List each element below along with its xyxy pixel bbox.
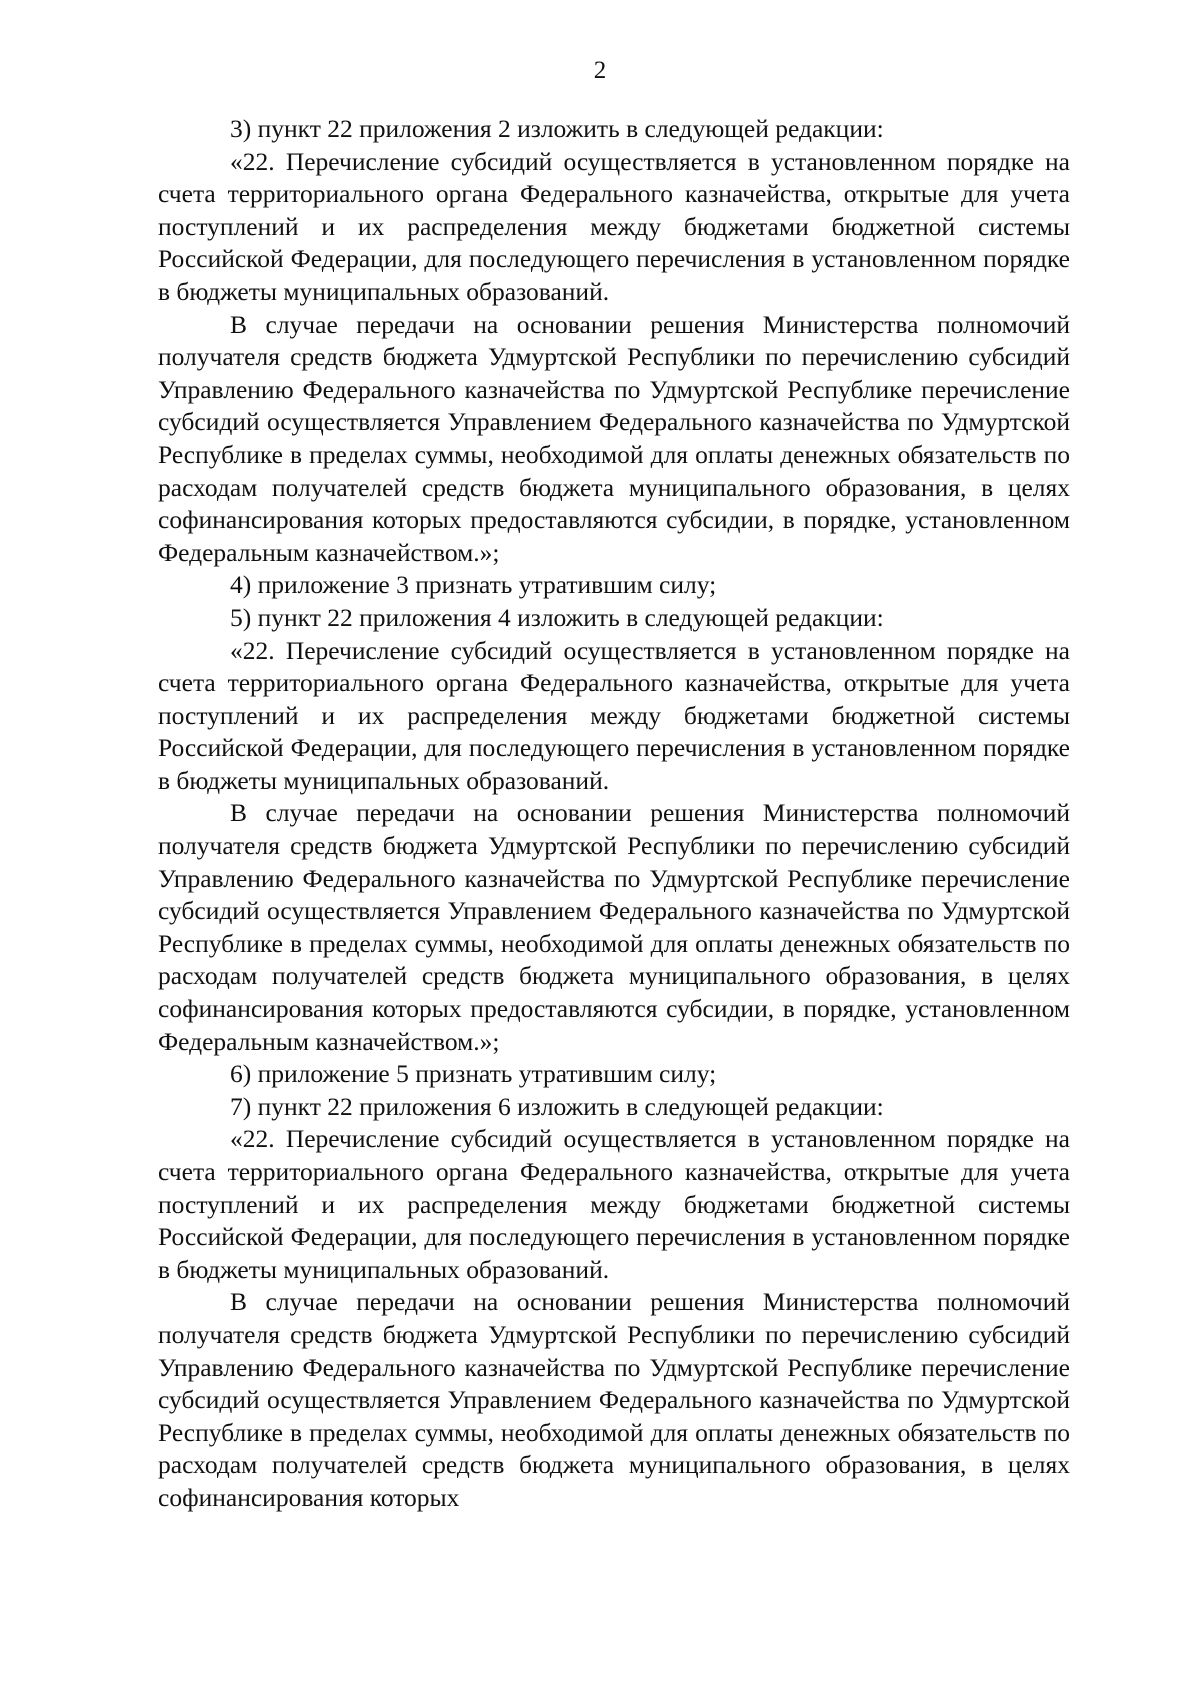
- item-3-amendment-intro: 3) пункт 22 приложения 2 изложить в следующей редакции:: [230, 114, 884, 143]
- page-number: 2: [593, 57, 607, 84]
- item-7-amendment-intro: 7) пункт 22 приложения 6 изложить в следующей редакции:: [230, 1091, 884, 1121]
- item-3-clause-22-text: «22. Перечисление субсидий осуществляется в установленном порядке на счета территориального органа Федерального казначейства, открытые для учета поступлений и их распределения между бюджетами бюджетной системы Российской Федерации, для последующего перечисления в установленном порядке в бюджеты муниципальных образований.: [158, 146, 1070, 306]
- item-3-delegation-text: В случае передачи на основании решения Министерства полномочий получателя средств бюджета Удмуртской Республики по перечислению субсидий Управлению Федерального казначейства по Удмуртской Республике перечисление субсидий осуществляется Управлением Федерального казначейства по Удмуртской Республике в пределах суммы, необходимой для оплаты денежных обязательств по расходам получателей средств бюджета муниципального образования, в целях софинансирования которых предоставляются субсидии, в порядке, установленном Федеральным казначейством.»;: [158, 309, 1070, 567]
- item-5-delegation-text: В случае передачи на основании решения Министерства полномочий получателя средств бюджета Удмуртской Республики по перечислению субсидий Управлению Федерального казначейства по Удмуртской Республике перечисление субсидий осуществляется Управлением Федерального казначейства по Удмуртской Республике в пределах суммы, необходимой для оплаты денежных обязательств по расходам получателей средств бюджета муниципального образования, в целях софинансирования которых предоставляются субсидии, в порядке, установленном Федеральным казначейством.»;: [158, 798, 1070, 1056]
- item-5-clause-22-text: «22. Перечисление субсидий осуществляется в установленном порядке на счета территориального органа Федерального казначейства, открытые для учета поступлений и их распределения между бюджетами бюджетной системы Российской Федерации, для последующего перечисления в установленном порядке в бюджеты муниципальных образований.: [158, 635, 1070, 795]
- document-body: [158, 113, 1070, 1515]
- item-7-delegation-text: В случае передачи на основании решения Министерства полномочий получателя средств бюджета Удмуртской Республики по перечислению субсидий Управлению Федерального казначейства по Удмуртской Республике перечисление субсидий осуществляется Управлением Федерального казначейства по Удмуртской Республике в пределах суммы, необходимой для оплаты денежных обязательств по расходам получателей средств бюджета муниципального образования, в целях софинансирования которых: [158, 1287, 1070, 1512]
- item-6-repeal: 6) приложение 5 признать утратившим силу;: [230, 1059, 717, 1089]
- item-4-repeal: 4) приложение 3 признать утратившим силу;: [230, 570, 717, 600]
- item-5-amendment-intro: 5) пункт 22 приложения 4 изложить в следующей редакции:: [230, 602, 884, 632]
- item-7-clause-22-text: «22. Перечисление субсидий осуществляется в установленном порядке на счета территориального органа Федерального казначейства, открытые для учета поступлений и их распределения между бюджетами бюджетной системы Российской Федерации, для последующего перечисления в установленном порядке в бюджеты муниципальных образований.: [158, 1124, 1070, 1284]
